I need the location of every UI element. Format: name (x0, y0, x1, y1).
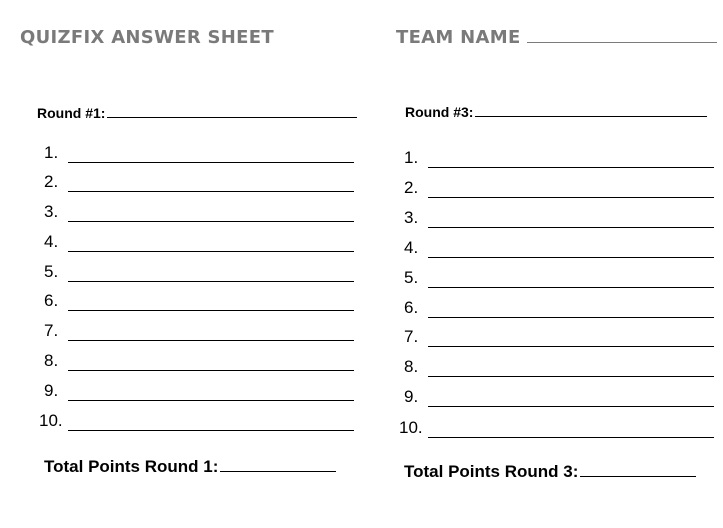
round-3-answer-row[interactable] (404, 178, 418, 200)
answer-blank[interactable] (428, 287, 714, 288)
round-3-answer-row[interactable] (404, 357, 418, 379)
round-1-answer-row[interactable] (44, 321, 58, 343)
answer-blank[interactable] (68, 340, 354, 341)
answer-number: 9. (44, 381, 59, 400)
answer-number: 6. (404, 298, 419, 317)
round-1-answer-row[interactable] (44, 381, 58, 403)
round-3-total-label: Total Points Round 3: (404, 462, 579, 481)
answer-number: 3. (44, 202, 59, 221)
answer-blank[interactable] (68, 281, 354, 282)
round-3-total (404, 460, 696, 482)
answer-blank[interactable] (68, 430, 354, 431)
sheet-title: QUIZFIX ANSWER SHEET (20, 27, 274, 48)
round-3-answer-row[interactable] (399, 418, 423, 440)
answer-number: 5. (404, 268, 419, 287)
answer-blank[interactable] (68, 310, 354, 311)
answer-number: 9. (404, 387, 419, 406)
team-name-blank[interactable] (527, 27, 717, 43)
round-1-name-blank[interactable] (107, 103, 357, 118)
answer-blank[interactable] (428, 167, 714, 168)
round-1-label: Round #1: (37, 105, 106, 121)
answer-blank[interactable] (68, 162, 354, 163)
round-3-answer-row[interactable] (404, 148, 418, 170)
answer-number: 1. (404, 148, 419, 167)
round-3-answer-row[interactable] (404, 268, 418, 290)
round-1-answer-row[interactable] (39, 411, 63, 433)
answer-blank[interactable] (428, 197, 714, 198)
answer-number: 1. (44, 143, 59, 162)
answer-number: 5. (44, 262, 59, 281)
round-1-total-label: Total Points Round 1: (44, 457, 219, 476)
answer-blank[interactable] (428, 406, 714, 407)
answer-number: 6. (44, 291, 59, 310)
answer-number: 8. (404, 357, 419, 376)
round-1-total-blank[interactable] (220, 455, 336, 472)
round-1-total (44, 455, 336, 477)
round-3-name-blank[interactable] (475, 102, 707, 117)
answer-blank[interactable] (428, 317, 714, 318)
round-1-answer-row[interactable] (44, 202, 58, 224)
round-3-answer-row[interactable] (404, 387, 418, 409)
answer-number: 8. (44, 351, 59, 370)
answer-blank[interactable] (68, 370, 354, 371)
answer-number: 10. (39, 411, 63, 430)
round-1-answer-row[interactable] (44, 143, 58, 165)
round-1-answer-row[interactable] (44, 232, 58, 254)
round-1-answer-row[interactable] (44, 351, 58, 373)
round-3-answer-row[interactable] (404, 208, 418, 230)
answer-number: 4. (44, 232, 59, 251)
answer-blank[interactable] (428, 437, 714, 438)
answer-number: 10. (399, 418, 423, 437)
answer-number: 2. (404, 178, 419, 197)
answer-number: 3. (404, 208, 419, 227)
round-3-label: Round #3: (405, 104, 474, 120)
round-1-header (37, 103, 357, 121)
round-3-answer-row[interactable] (404, 327, 418, 349)
answer-number: 7. (44, 321, 59, 340)
team-name-field[interactable] (396, 27, 717, 48)
answer-blank[interactable] (428, 376, 714, 377)
team-name-label: TEAM NAME (396, 27, 521, 48)
answer-blank[interactable] (428, 346, 714, 347)
answer-number: 4. (404, 238, 419, 257)
round-3-total-blank[interactable] (580, 460, 696, 477)
round-3-answer-row[interactable] (404, 238, 418, 260)
answer-blank[interactable] (68, 221, 354, 222)
answer-number: 2. (44, 172, 59, 191)
round-1-answer-row[interactable] (44, 262, 58, 284)
round-1-answer-row[interactable] (44, 172, 58, 194)
answer-blank[interactable] (428, 257, 714, 258)
answer-blank[interactable] (68, 251, 354, 252)
answer-blank[interactable] (68, 191, 354, 192)
answer-blank[interactable] (68, 400, 354, 401)
round-1-answer-row[interactable] (44, 291, 58, 313)
round-3-answer-row[interactable] (404, 298, 418, 320)
answer-number: 7. (404, 327, 419, 346)
round-3-header (405, 102, 707, 120)
answer-blank[interactable] (428, 227, 714, 228)
